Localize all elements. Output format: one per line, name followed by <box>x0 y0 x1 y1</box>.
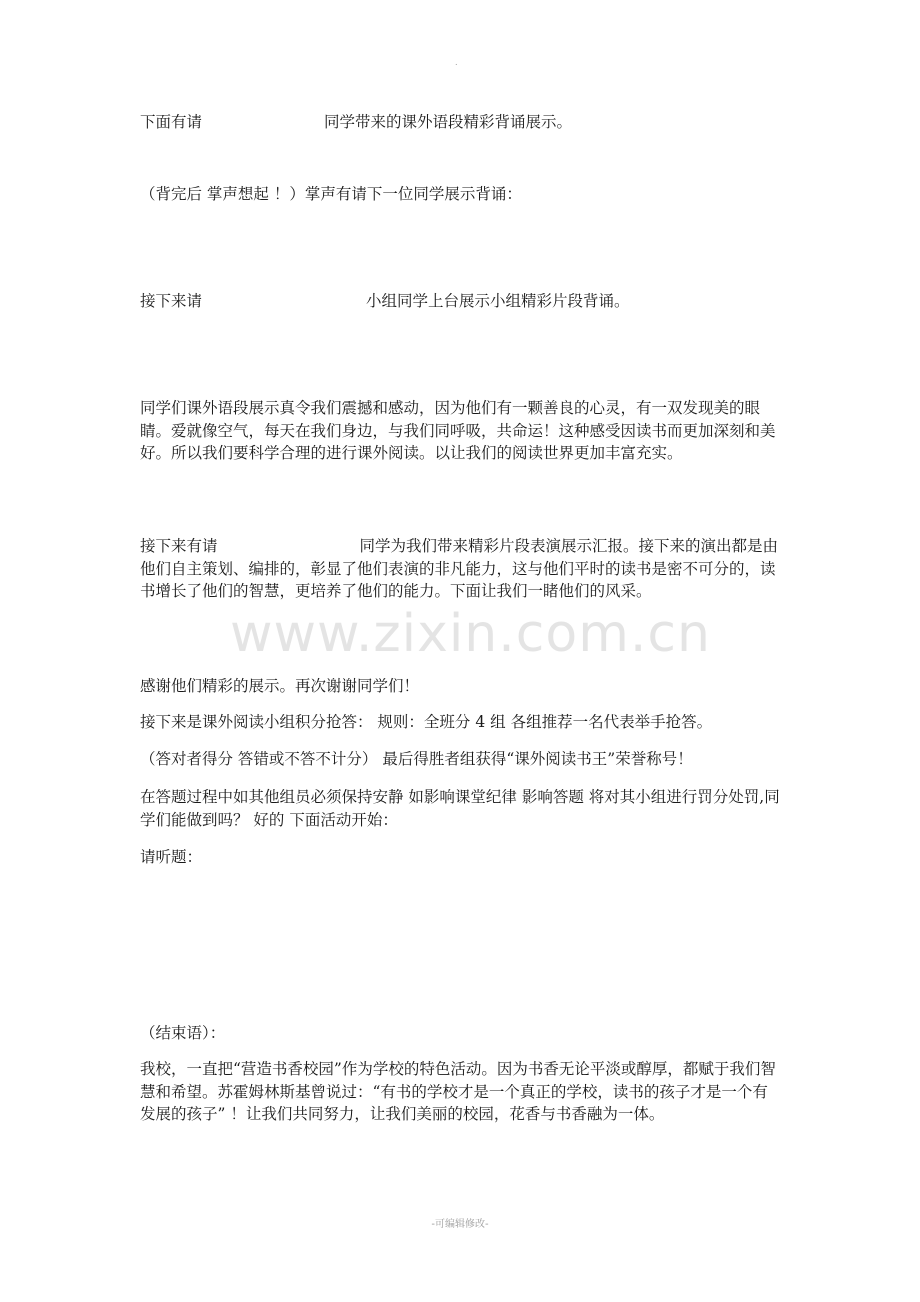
paragraph-scoring: （答对者得分 答错或不答不计分） 最后得胜者组获得“课外阅读书王”荣誉称号！ <box>140 750 693 768</box>
paragraph-invite-group-lead: 接下来请 <box>140 292 203 310</box>
paragraph-thanks: 感谢他们精彩的展示。再次谢谢同学们！ <box>140 677 420 695</box>
paragraph-invite-1-tail: 同学带来的课外语段精彩背诵展示。 <box>324 113 573 131</box>
paragraph-applause: （背完后 掌声想起 ！）掌声有请下一位同学展示背诵： <box>140 185 522 203</box>
paragraph-quiz-rules: 接下来是课外阅读小组积分抢答： 规则：全班分 4 组 各组推荐一名代表举手抢答。 <box>140 713 713 731</box>
paragraph-performance <box>140 535 780 603</box>
paragraph-discipline: 在答题过程中如其他组员必须保持安静 如影响课堂纪律 影响答题 将对其小组进行罚分处罚,同学们能做到吗？ 好的 下面活动开始： <box>140 788 780 829</box>
paragraph-performance-tail: 同学为我们带来精彩片段表演展示汇报。接下来的演出都是由他们自主策划、编排的，彰显了他们表演的非凡能力，这与他们平时的读书是密不可分的，读书增长了他们的智慧，更培养了他们的能力。下面让我们一睹他们的风采。 <box>140 537 779 600</box>
paragraph-invite-1 <box>140 111 780 134</box>
watermark: www.zixin.com.cn <box>230 604 711 664</box>
paragraph-performance-lead: 接下来有请 <box>140 537 218 555</box>
footer-note: -可编辑修改- <box>431 1219 489 1230</box>
header-mark: . <box>455 58 458 67</box>
paragraph-reflection: 同学们课外语段展示真令我们震撼和感动，因为他们有一颗善良的心灵，有一双发现美的眼睛。爱就像空气，每天在我们身边，与我们同呼吸，共命运！这种感受因读书而更加深刻和美好。所以我们要科学合理的进行课外阅读。以让我们的阅读世界更加丰富充实。 <box>140 399 776 462</box>
paragraph-closing: 我校，一直把“营造书香校园”作为学校的特色活动。因为书香无论平淡或醇厚，都赋于我们智慧和希望。苏霍姆林斯基曾说过：“有书的学校才是一个真正的学校，读书的孩子才是一个有发展的孩子” ！让我们共同努力，让我们美丽的校园，花香与书香融为一体。 <box>140 1060 776 1123</box>
paragraph-invite-group-tail: 小组同学上台展示小组精彩片段背诵。 <box>366 292 630 310</box>
paragraph-listen: 请听题： <box>140 848 203 866</box>
paragraph-invite-group <box>140 290 780 313</box>
paragraph-closing-heading: （结束语）： <box>140 1024 226 1042</box>
paragraph-invite-1-lead: 下面有请 <box>140 113 203 131</box>
